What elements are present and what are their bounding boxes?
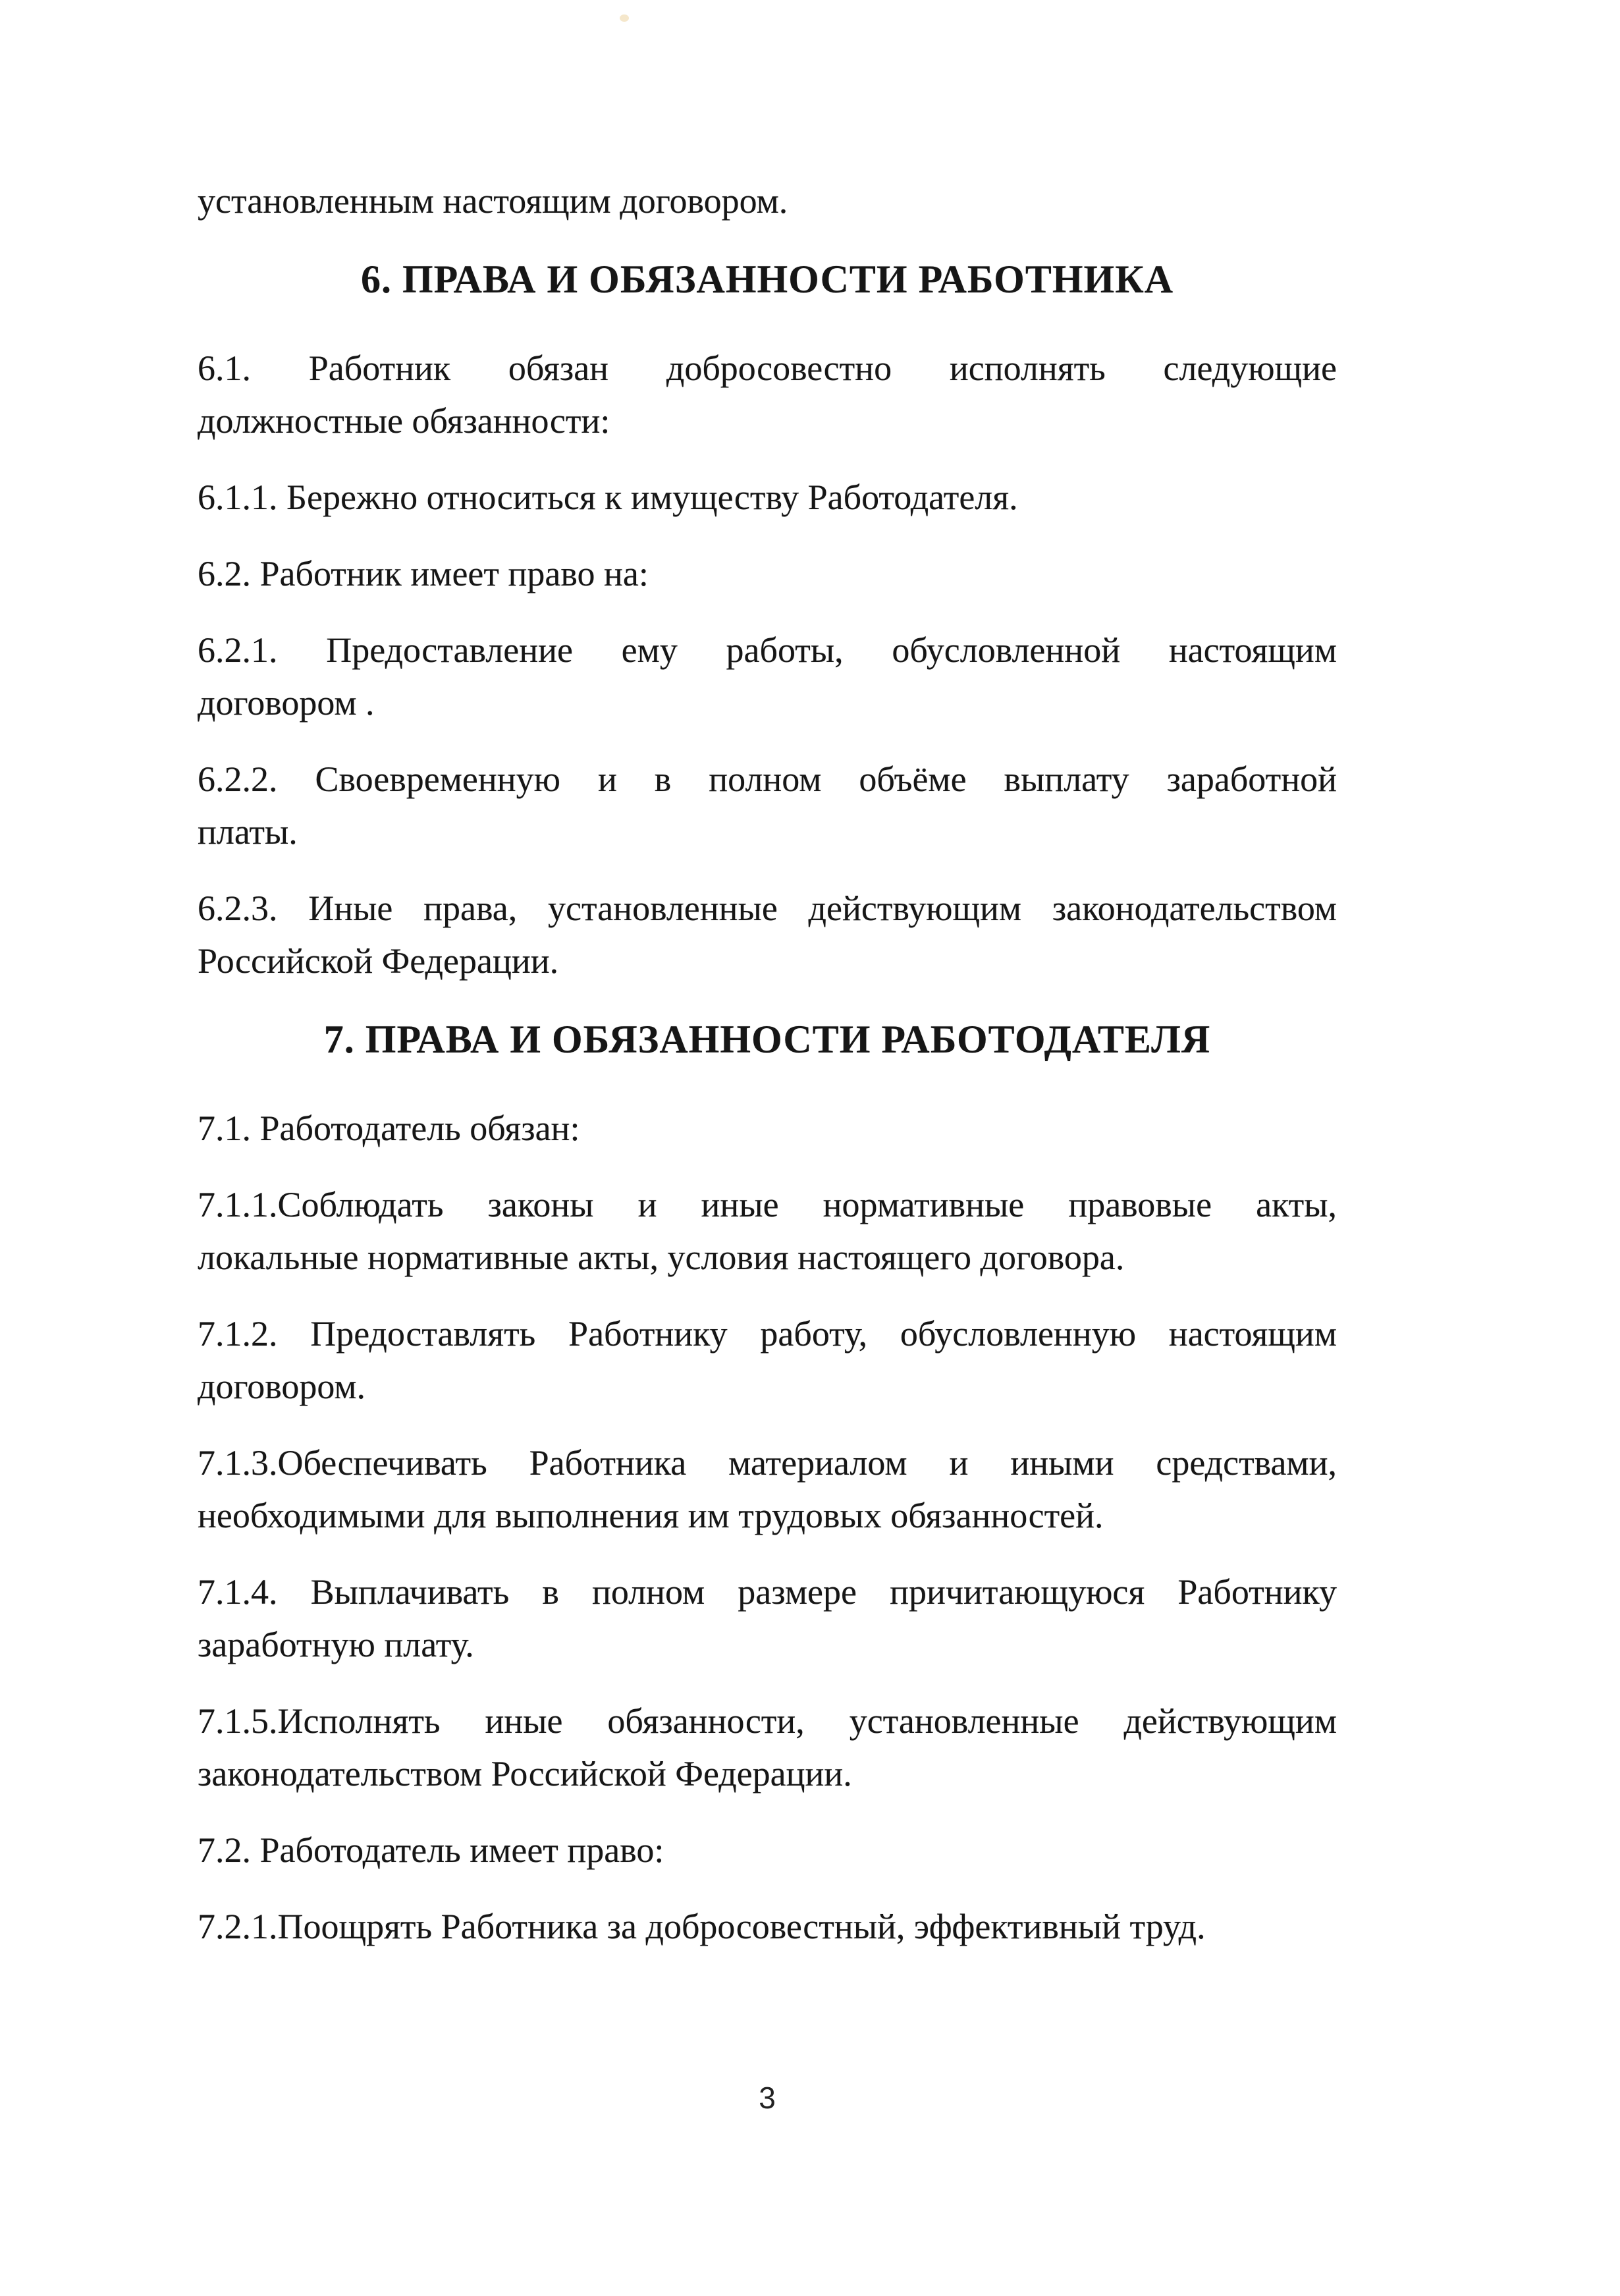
document-body (198, 175, 1337, 1953)
paragraph (198, 624, 1337, 729)
text-line: 7.1.2. Предоставлять Работнику работу, обусловленную настоящим (198, 1314, 1337, 1353)
text-line: 7.1.1.Соблюдать законы и иные нормативные правовые акты, (198, 1185, 1337, 1224)
page-number: 3 (759, 2081, 776, 2115)
text-line: 6.1.1. Бережно относиться к имуществу Работодателя. (198, 478, 1018, 517)
text-line: 6.2.2. Своевременную и в полном объёме выплату заработной (198, 759, 1337, 799)
text-line: необходимыми для выполнения им трудовых обязанностей. (198, 1496, 1104, 1535)
text-line: 7.2.1.Поощрять Работника за добросовестный, эффективный труд. (198, 1907, 1206, 1946)
text-line: 7.2. Работодатель имеет право: (198, 1830, 664, 1870)
section-heading (198, 251, 1337, 308)
text-line: законодательством Российской Федерации. (198, 1754, 852, 1793)
text-line: заработную плату. (198, 1625, 474, 1664)
paragraph (198, 1178, 1337, 1284)
text-line: 7.1.4. Выплачивать в полном размере причитающуюся Работнику (198, 1572, 1337, 1612)
text-line: 6.2. Работник имеет право на: (198, 554, 649, 593)
paragraph (198, 753, 1337, 858)
text-line: платы. (198, 812, 298, 852)
text-line: договором . (198, 683, 375, 723)
text-line: должностные обязанности: (198, 401, 610, 441)
text-line: установленным настоящим договором. (198, 181, 788, 221)
text-line: 6.2.1. Предоставление ему работы, обусловленной настоящим (198, 630, 1337, 670)
text-line: 6.1. Работник обязан добросовестно исполнять следующие (198, 348, 1337, 388)
paragraph (198, 882, 1337, 987)
paragraph (198, 342, 1337, 447)
paragraph (198, 1307, 1337, 1413)
heading-line: 6. ПРАВА И ОБЯЗАННОСТИ РАБОТНИКА (360, 258, 1174, 301)
text-line: договором. (198, 1367, 366, 1406)
paragraph (198, 1102, 1337, 1155)
paragraph (198, 175, 1337, 227)
text-line: 7.1. Работодатель обязан: (198, 1108, 580, 1148)
section-heading (198, 1011, 1337, 1068)
text-line: 6.2.3. Иные права, установленные действующим законодательством (198, 888, 1337, 928)
paragraph (198, 471, 1337, 524)
paragraph (198, 1566, 1337, 1671)
paragraph (198, 547, 1337, 600)
text-line: локальные нормативные акты, условия настоящего договора. (198, 1238, 1125, 1277)
heading-line: 7. ПРАВА И ОБЯЗАННОСТИ РАБОТОДАТЕЛЯ (323, 1018, 1211, 1061)
paragraph (198, 1824, 1337, 1876)
scan-artifact-speck (620, 14, 629, 22)
paragraph (198, 1436, 1337, 1542)
paragraph (198, 1695, 1337, 1800)
text-line: 7.1.5.Исполнять иные обязанности, установленные действующим (198, 1701, 1337, 1741)
text-line: Российской Федерации. (198, 941, 559, 981)
text-line: 7.1.3.Обеспечивать Работника материалом и иными средствами, (198, 1443, 1337, 1483)
paragraph (198, 1900, 1337, 1953)
